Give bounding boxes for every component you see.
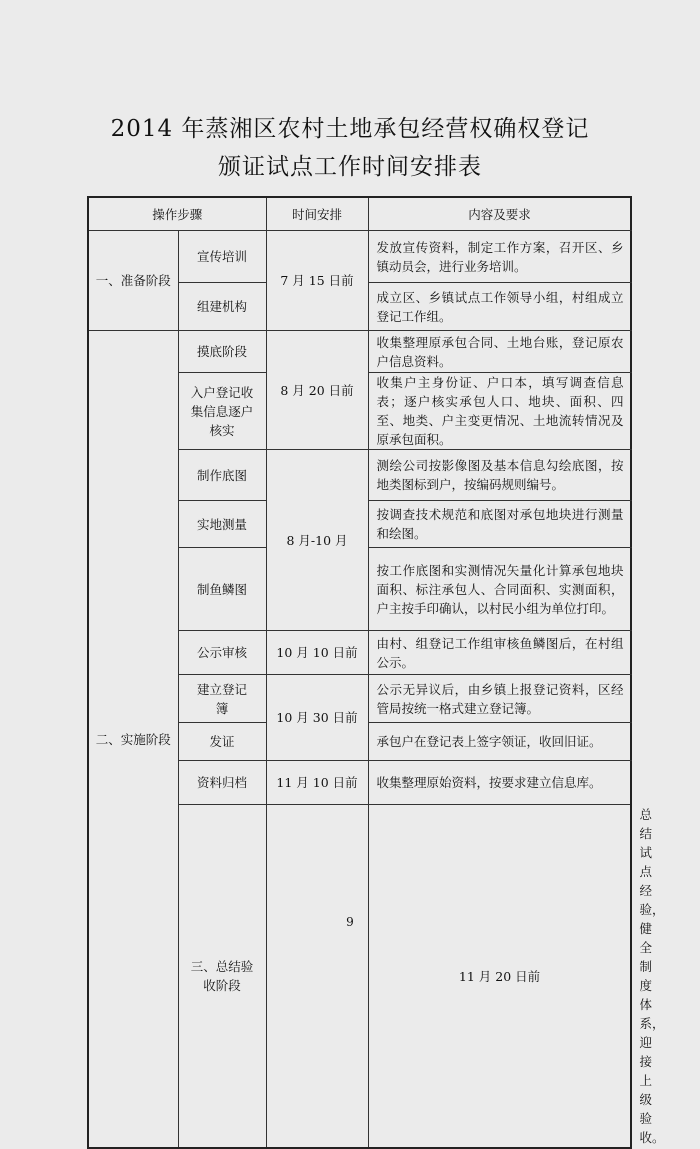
content-cell: 收集户主身份证、户口本，填写调查信息表；逐户核实承包人口、地块、面积、四至、地类、户主变更情况、土地流转情况及原承包面积。 [368,373,631,450]
header-time: 时间安排 [266,197,368,231]
content-cell: 测绘公司按影像图及基本信息勾绘底图，按地类图标到户，按编码规则编号。 [368,450,631,501]
phase-cell: 二、实施阶段 [88,331,178,1149]
content-cell: 按调查技术规范和底图对承包地块进行测量和绘图。 [368,501,631,548]
table-row [88,331,631,373]
phase-cell: 一、准备阶段 [88,231,178,331]
time-cell: 7 月 15 日前 [266,231,368,331]
step-cell: 宣传培训 [178,231,266,283]
title-line-1: 2014 年蒸湘区农村土地承包经营权确权登记 [110,116,590,142]
content-cell: 收集整理原承包合同、土地台账，登记原农户信息资料。 [368,331,631,373]
page-number: 9 [346,915,354,929]
step-cell: 组建机构 [178,283,266,331]
content-cell: 发放宣传资料，制定工作方案，召开区、乡镇动员会，进行业务培训。 [368,231,631,283]
step-cell: 入户登记收集信息逐户核实 [178,373,266,450]
time-cell: 11 月 10 日前 [266,761,368,805]
step-cell: 发证 [178,723,266,761]
header-content: 内容及要求 [368,197,631,231]
time-cell: 10 月 10 日前 [266,631,368,675]
title-line-2: 颁证试点工作时间安排表 [218,154,482,180]
step-cell: 公示审核 [178,631,266,675]
schedule-table [87,196,665,1149]
content-cell: 成立区、乡镇试点工作领导小组，村组成立登记工作组。 [368,283,631,331]
table-row: 三、总结验收阶段 11 月 20 日前 总结试点经验，健全制度体系，迎接上级验收。 [88,805,631,1149]
content-cell: 按工作底图和实测情况矢量化计算承包地块面积、标注承包人、合同面积、实测面积，户主按手印确认，以村民小组为单位打印。 [368,548,631,631]
content-cell: 公示无异议后，由乡镇上报登记资料，区经管局按统一格式建立登记簿。 [368,675,631,723]
phase-cell: 三、总结验收阶段 [178,805,266,1149]
time-cell: 8 月 20 日前 [266,331,368,450]
step-cell: 制作底图 [178,450,266,501]
step-cell: 建立登记簿 [178,675,266,723]
time-cell: 10 月 30 日前 [266,675,368,761]
step-cell: 实地测量 [178,501,266,548]
step-cell: 制鱼鳞图 [178,548,266,631]
time-cell: 8 月-10 月 [266,450,368,631]
step-cell: 资料归档 [178,761,266,805]
time-cell: 11 月 20 日前 [368,805,631,1149]
content-cell: 由村、组登记工作组审核鱼鳞图后，在村组公示。 [368,631,631,675]
content-cell: 承包户在登记表上签字领证，收回旧证。 [368,723,631,761]
step-cell: 摸底阶段 [178,331,266,373]
step-cell [266,805,368,1149]
content-cell: 收集整理原始资料，按要求建立信息库。 [368,761,631,805]
table-row [88,231,631,283]
table-header-row [88,197,631,231]
header-steps: 操作步骤 [88,197,266,231]
